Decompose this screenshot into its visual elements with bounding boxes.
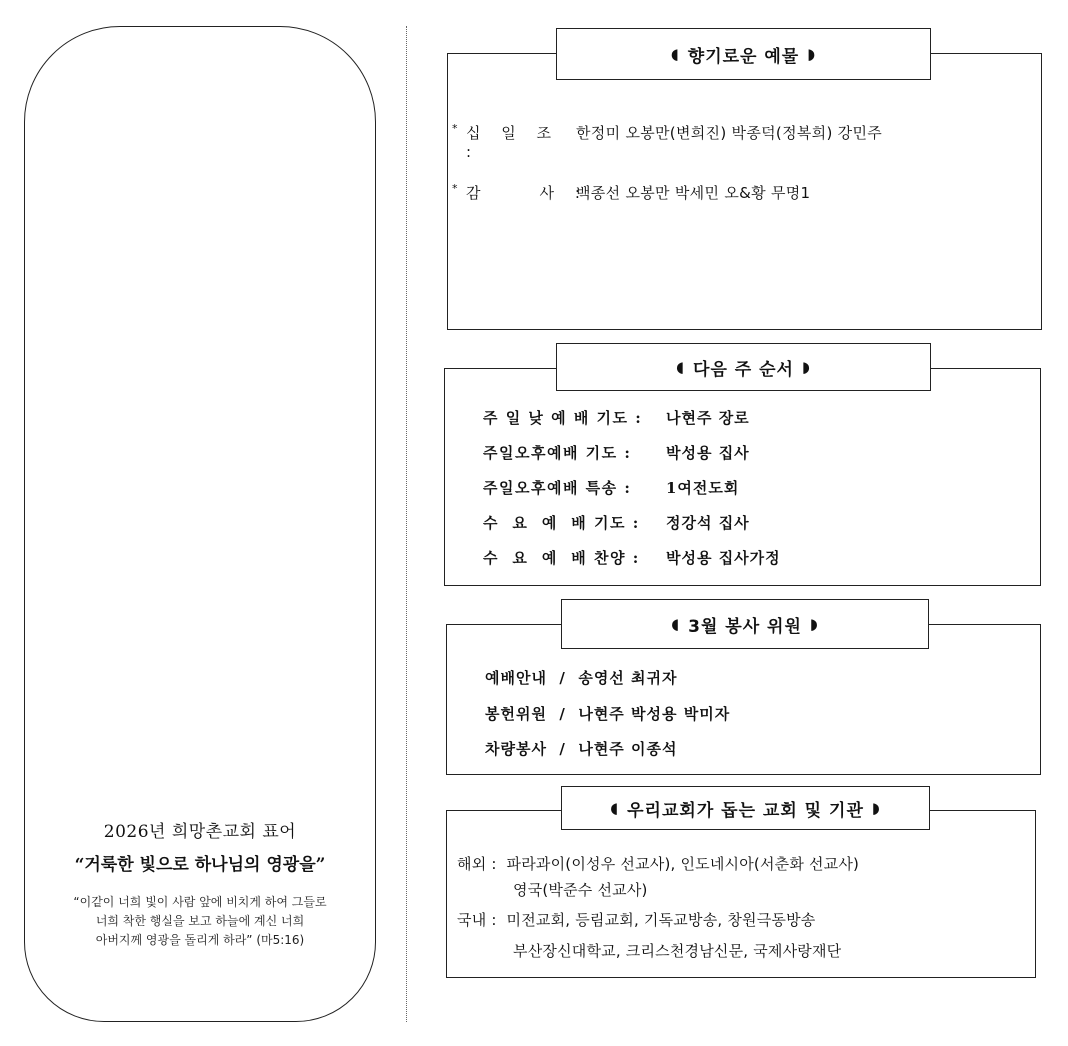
left-half-circle-icon: ◖ [670,45,680,63]
service-row: 예배안내 / 송영선 최귀자 [485,669,678,687]
right-half-circle-icon: ◗ [807,45,817,63]
schedule-label: 주일오후예배 특송 : [483,479,632,497]
schedule-label: 수 요 예 배 찬양 : [483,549,640,567]
offering-row [452,122,882,161]
service-row: 봉헌위원 / 나현주 박성용 박미자 [485,705,731,723]
schedule-row [483,512,750,533]
schedule-label: 주 일 낮 예 배 기도 : [483,409,643,427]
motto-block [25,817,375,950]
schedule-label: 주일오후예배 기도 : [483,444,632,462]
verse-line: 너희 착한 행실을 보고 하늘에 계신 너희 [95,914,305,928]
bible-verse [25,893,375,950]
offering-names: 한정미 오봉만(변희진) 박종덕(정복희) 강민주 [576,124,883,142]
next-week-box [444,368,1041,586]
right-half-circle-icon: ◗ [871,799,881,817]
offering-row [452,182,810,203]
schedule-label: 수 요 예 배 기도 : [483,514,640,532]
support-box [446,810,1036,978]
motto-panel [24,26,376,1022]
next-week-title-text: 다음 주 순서 [693,359,794,380]
schedule-row [483,547,781,568]
offering-label: 십 일 조 : [466,124,560,161]
schedule-row [483,477,739,498]
service-title [561,599,929,649]
right-half-circle-icon: ◗ [809,615,819,633]
schedule-value: 정강석 집사 [666,514,750,532]
bullet: * [452,182,458,195]
support-row-overseas: 해외 : 파라과이(이성우 선교사), 인도네시아(서춘화 선교사) [457,855,860,873]
schedule-value: 1여전도회 [666,479,740,497]
schedule-row [483,407,750,428]
bullet: * [452,122,458,135]
support-row-domestic: 국내 : 미전교회, 등림교회, 기독교방송, 창원극동방송 [457,911,816,929]
left-half-circle-icon: ◖ [671,615,681,633]
left-half-circle-icon: ◖ [610,799,620,817]
motto-title: 2026년 희망촌교회 표어 [103,822,297,842]
support-title-text: 우리교회가 돕는 교회 및 기관 [627,800,864,821]
schedule-value: 박성용 집사가정 [666,549,781,567]
support-row-domestic-cont: 부산장신대학교, 크리스천경남신문, 국제사랑재단 [513,942,842,960]
schedule-row [483,442,750,463]
verse-line: “이같이 너희 빛이 사람 앞에 비치게 하여 그들로 [73,895,327,909]
service-title-text: 3월 봉사 위원 [688,616,802,637]
offering-label: 감 사 : [466,184,588,202]
next-week-title [556,343,931,391]
left-half-circle-icon: ◖ [676,358,686,376]
offerings-title [556,28,931,80]
offerings-box [447,53,1042,330]
support-title [561,786,930,830]
fold-divider [406,26,407,1022]
schedule-value: 박성용 집사 [666,444,750,462]
service-row: 차량봉사 / 나현주 이종석 [485,740,678,758]
motto-slogan: “거룩한 빛으로 하나님의 영광을” [74,855,326,875]
schedule-value: 나현주 장로 [666,409,750,427]
support-row-overseas-cont: 영국(박준수 선교사) [513,881,648,899]
offering-names: 백종선 오봉만 박세민 오&황 무명1 [576,184,811,202]
verse-line: 아버지께 영광을 돌리게 하라” (마5:16) [95,933,305,947]
right-half-circle-icon: ◗ [801,358,811,376]
offerings-title-text: 향기로운 예물 [687,46,800,67]
